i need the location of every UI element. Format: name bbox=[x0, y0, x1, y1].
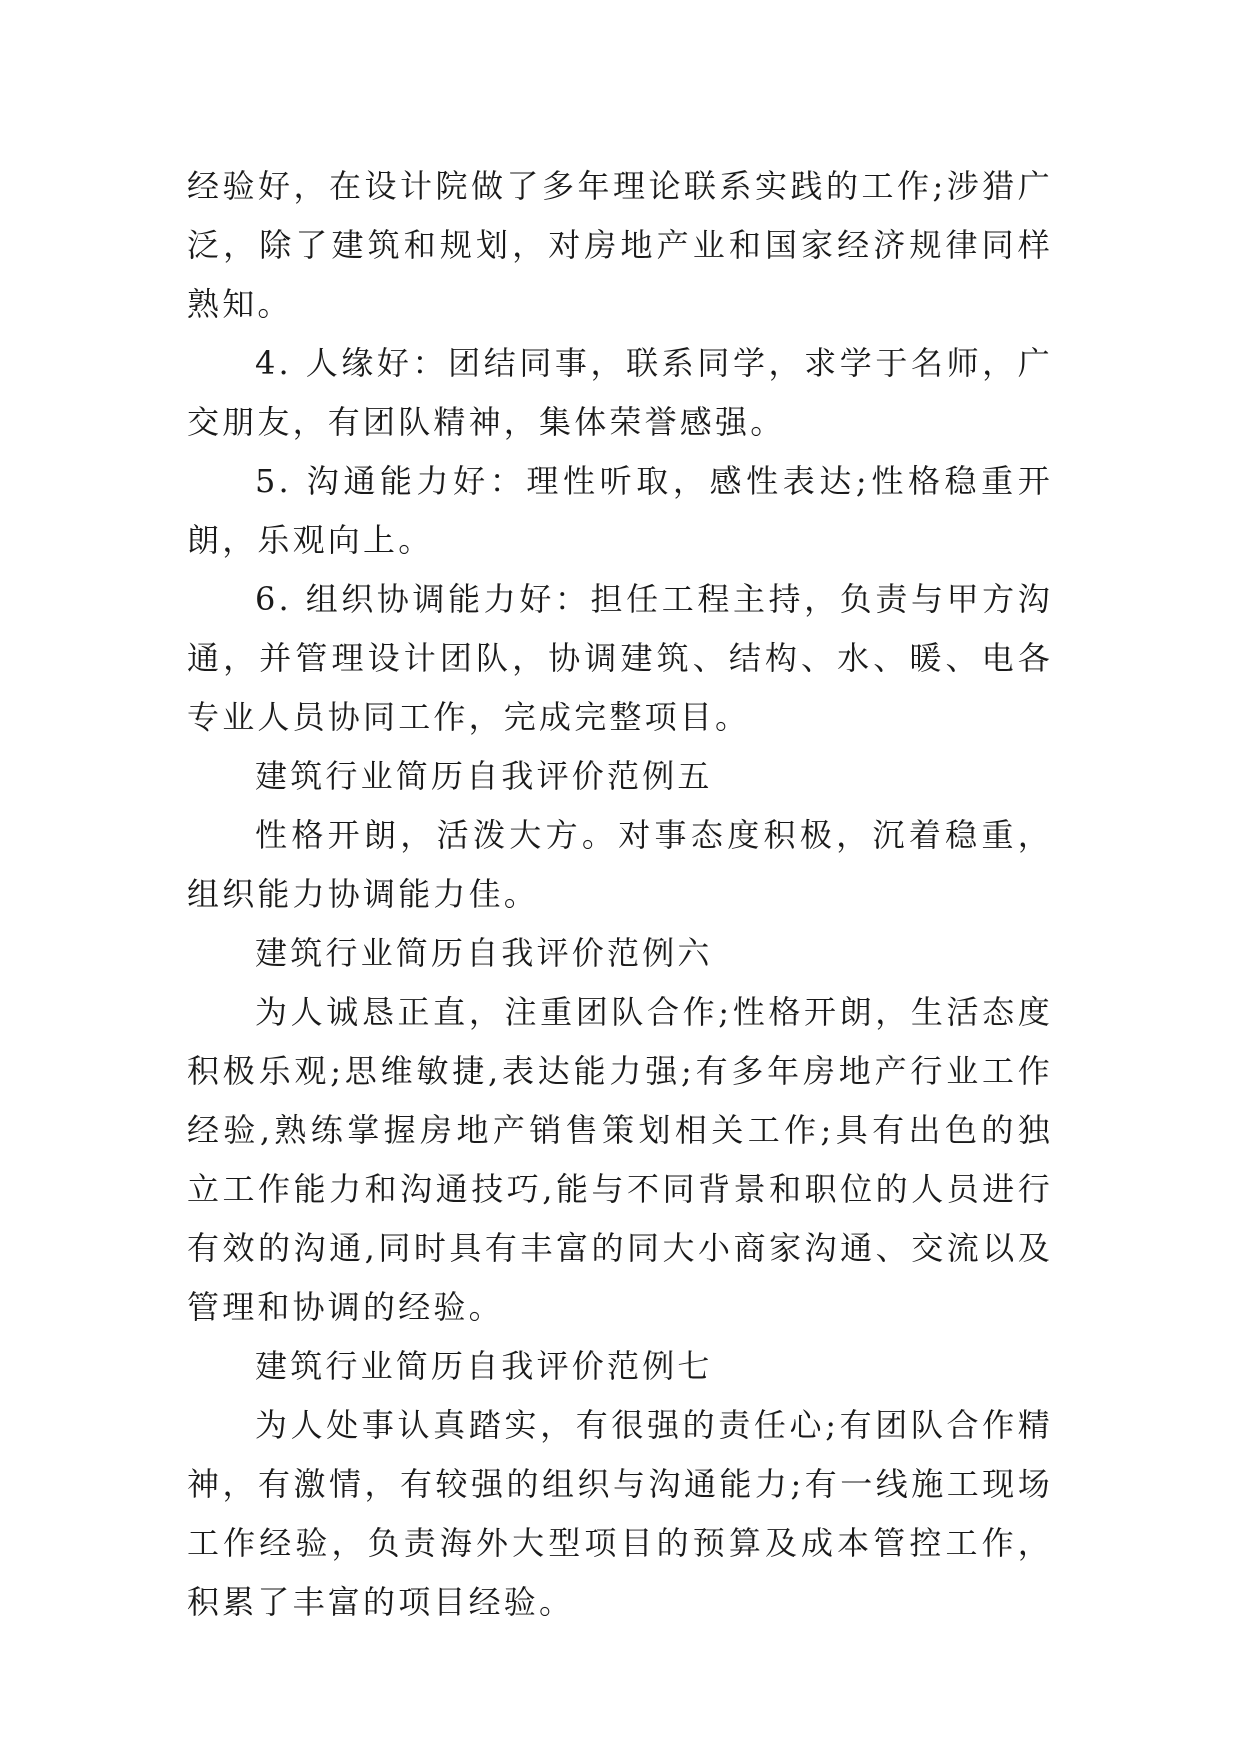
paragraph-item-5: 5. 沟通能力好：理性听取，感性表达;性格稳重开朗，乐观向上。 bbox=[187, 462, 1053, 559]
document-body bbox=[187, 157, 1053, 1632]
paragraph-example-7: 为人处事认真踏实，有很强的责任心;有团队合作精神，有激情，有较强的组织与沟通能力;有一线施工现场工作经验，负责海外大型项目的预算及成本管控工作，积累了丰富的项目经验。 bbox=[187, 1406, 1053, 1621]
section-heading-example-7: 建筑行业简历自我评价范例七 bbox=[255, 1347, 713, 1385]
paragraph-example-6: 为人诚恳正直，注重团队合作;性格开朗，生活态度积极乐观;思维敏捷,表达能力强;有多年房地产行业工作经验,熟练掌握房地产销售策划相关工作;具有出色的独立工作能力和沟通技巧,能与不同背景和职位的人员进行有效的沟通,同时具有丰富的同大小商家沟通、交流以及管理和协调的经验。 bbox=[187, 993, 1053, 1326]
section-heading-example-5: 建筑行业简历自我评价范例五 bbox=[255, 757, 713, 795]
paragraph-item-6: 6. 组织协调能力好：担任工程主持，负责与甲方沟通，并管理设计团队，协调建筑、结构、水、暖、电各专业人员协同工作，完成完整项目。 bbox=[187, 580, 1053, 736]
paragraph-experience: 经验好，在设计院做了多年理论联系实践的工作;涉猎广泛，除了建筑和规划，对房地产业和国家经济规律同样熟知。 bbox=[187, 167, 1053, 323]
paragraph-item-4: 4. 人缘好：团结同事，联系同学，求学于名师，广交朋友，有团队精神，集体荣誉感强。 bbox=[187, 344, 1053, 441]
paragraph-example-5: 性格开朗，活泼大方。对事态度积极，沉着稳重， 组织能力协调能力佳。 bbox=[187, 816, 1053, 913]
section-heading-example-6: 建筑行业简历自我评价范例六 bbox=[255, 934, 713, 972]
